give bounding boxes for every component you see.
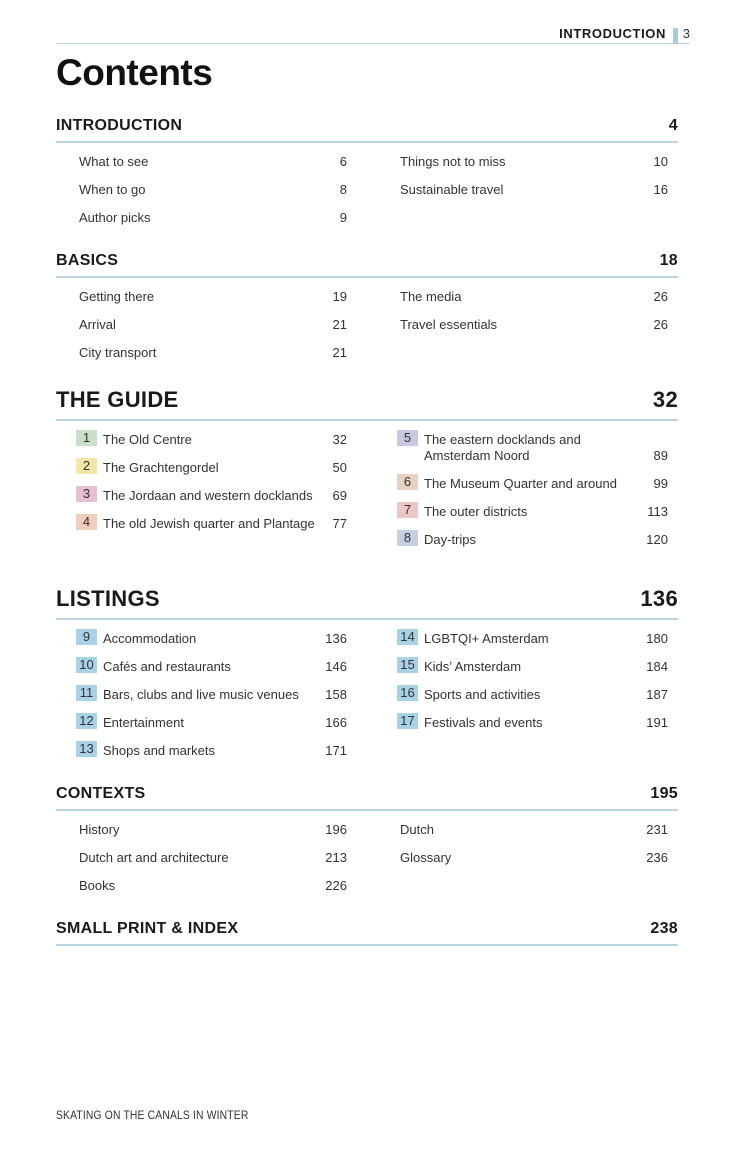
entry-label: The media [400,289,462,304]
toc-entry-dutch-art-and-architecture[interactable] [79,850,347,870]
chapter-number-badge: 7 [397,502,418,518]
entry-page: 146 [325,659,347,674]
entry-page: 196 [325,822,347,837]
entry-page: 231 [646,822,668,837]
running-header-title: INTRODUCTION [559,26,666,41]
toc-entry-chapter-12[interactable] [76,715,347,735]
page-footer-caption: SKATING ON THE CANALS IN WINTER [56,1108,249,1122]
running-header-page-number: 3 [682,26,690,41]
chapter-number-badge: 8 [397,530,418,546]
section-page: 136 [640,586,678,611]
entry-page: 136 [325,631,347,646]
entry-label: Things not to miss [400,154,506,169]
entry-page: 120 [646,532,668,547]
toc-entry-sustainable-travel[interactable] [400,182,668,202]
chapter-number-badge: 3 [76,486,97,502]
chapter-number-badge: 17 [397,713,418,729]
entry-page: 166 [325,715,347,730]
section-page: 195 [650,785,678,802]
toc-entry-chapter-8[interactable] [397,532,668,552]
entry-label: Shops and markets [103,743,216,758]
section-title: THE GUIDE [56,387,179,412]
toc-entry-history[interactable] [79,822,347,842]
toc-entry-chapter-9[interactable] [76,631,347,651]
section-page: 32 [652,387,678,412]
toc-entry-chapter-5[interactable] [397,432,668,468]
section-title: INTRODUCTION [56,117,183,134]
entry-label: Dutch art and architecture [79,850,229,865]
toc-entry-chapter-10[interactable] [76,659,347,679]
entry-page: 171 [325,743,347,758]
entry-page: 191 [646,715,668,730]
entry-label: Books [79,878,116,893]
entry-page: 8 [339,182,347,197]
toc-entry-chapter-14[interactable] [397,631,668,651]
toc-entry-chapter-4[interactable] [76,516,347,536]
toc-entry-chapter-7[interactable] [397,504,668,524]
toc-entry-chapter-1[interactable] [76,432,347,452]
entry-label: When to go [79,182,146,197]
toc-entry-when-to-go[interactable] [79,182,347,202]
entry-label: The Old Centre [103,432,192,447]
header-accent-bar [673,28,678,44]
toc-entry-chapter-17[interactable] [397,715,668,735]
section-the-guide[interactable] [56,384,678,421]
section-page: 4 [668,117,678,134]
entry-page: 21 [332,317,347,332]
chapter-number-badge: 9 [76,629,97,645]
toc-entry-chapter-13[interactable] [76,743,347,763]
entry-page: 213 [325,850,347,865]
entry-label: Day-trips [424,532,477,547]
entry-label: Festivals and events [424,715,543,730]
chapter-number-badge: 15 [397,657,418,673]
chapter-number-badge: 16 [397,685,418,701]
chapter-number-badge: 10 [76,657,97,673]
entry-page: 19 [332,289,347,304]
section-title: LISTINGS [56,586,160,611]
toc-entry-things-not-to-miss[interactable] [400,154,668,174]
chapter-number-badge: 2 [76,458,97,474]
chapter-number-badge: 13 [76,741,97,757]
section-title: BASICS [56,252,119,269]
entry-label: Kids’ Amsterdam [424,659,522,674]
entry-page: 50 [332,460,347,475]
entry-page: 158 [325,687,347,702]
toc-entry-the-media[interactable] [400,289,668,309]
entry-page: 180 [646,631,668,646]
section-basics[interactable] [56,247,678,278]
section-page: 238 [650,920,678,937]
entry-page: 6 [339,154,347,169]
entry-label: Travel essentials [400,317,498,332]
running-header [56,24,690,44]
toc-entry-city-transport[interactable] [79,345,347,365]
entry-page: 113 [647,504,668,519]
entry-label: Bars, clubs and live music venues [103,687,299,702]
entry-label: City transport [79,345,157,360]
toc-entry-books[interactable] [79,878,347,898]
entry-label: The outer districts [424,504,528,519]
entry-page: 10 [653,154,668,169]
entry-label: Accommodation [103,631,197,646]
toc-entry-chapter-2[interactable] [76,460,347,480]
entry-page: 32 [332,432,347,447]
toc-entry-travel-essentials[interactable] [400,317,668,337]
entry-label: What to see [79,154,149,169]
chapter-number-badge: 12 [76,713,97,729]
entry-label: History [79,822,120,837]
toc-entry-chapter-6[interactable] [397,476,668,496]
section-small-print-and-index[interactable] [56,915,678,946]
toc-entry-arrival[interactable] [79,317,347,337]
entry-label: Sports and activities [424,687,541,702]
section-introduction[interactable] [56,112,678,143]
chapter-number-badge: 6 [397,474,418,490]
entry-label-line-2: Amsterdam Noord [424,448,530,463]
section-title: CONTEXTS [56,785,146,802]
toc-entry-chapter-11[interactable] [76,687,347,707]
toc-entry-getting-there[interactable] [79,289,347,309]
section-listings[interactable] [56,583,678,620]
chapter-number-badge: 4 [76,514,97,530]
entry-page: 184 [646,659,668,674]
entry-page: 99 [653,476,668,491]
chapter-number-badge: 14 [397,629,418,645]
entry-page: 26 [653,289,668,304]
entry-label: The Jordaan and western docklands [103,488,313,503]
entry-page: 26 [653,317,668,332]
entry-label: The old Jewish quarter and Plantage [103,516,315,531]
toc-entry-chapter-15[interactable] [397,659,668,679]
entry-page: 89 [653,448,668,463]
entry-label: Glossary [400,850,452,865]
entry-label: The Grachtengordel [103,460,219,475]
entry-label: The eastern docklands and [424,432,581,447]
entry-label: The Museum Quarter and around [424,476,617,491]
entry-page: 187 [646,687,668,702]
entry-page: 9 [339,210,347,225]
page-title: Contents [56,52,213,93]
entry-label: Entertainment [103,715,184,730]
entry-label: Arrival [79,317,116,332]
entry-page: 69 [332,488,347,503]
entry-label: Sustainable travel [400,182,504,197]
entry-label: Dutch [400,822,434,837]
chapter-number-badge: 11 [76,685,97,701]
entry-label: Author picks [79,210,151,225]
section-page: 18 [659,252,678,269]
entry-page: 236 [646,850,668,865]
section-title: SMALL PRINT & INDEX [56,920,239,937]
entry-label: LGBTQI+ Amsterdam [424,631,549,646]
chapter-number-badge: 5 [397,430,418,446]
entry-page: 77 [332,516,347,531]
toc-entry-chapter-3[interactable] [76,488,347,508]
entry-page: 21 [332,345,347,360]
entry-page: 16 [653,182,668,197]
toc-entry-author-picks[interactable] [79,210,347,230]
entry-label: Cafés and restaurants [103,659,231,674]
toc-entry-what-to-see[interactable] [79,154,347,174]
chapter-number-badge: 1 [76,430,97,446]
section-contexts[interactable] [56,780,678,811]
entry-label: Getting there [79,289,155,304]
entry-page: 226 [325,878,347,893]
toc-entry-dutch[interactable] [400,822,668,842]
toc-entry-chapter-16[interactable] [397,687,668,707]
toc-entry-glossary[interactable] [400,850,668,870]
